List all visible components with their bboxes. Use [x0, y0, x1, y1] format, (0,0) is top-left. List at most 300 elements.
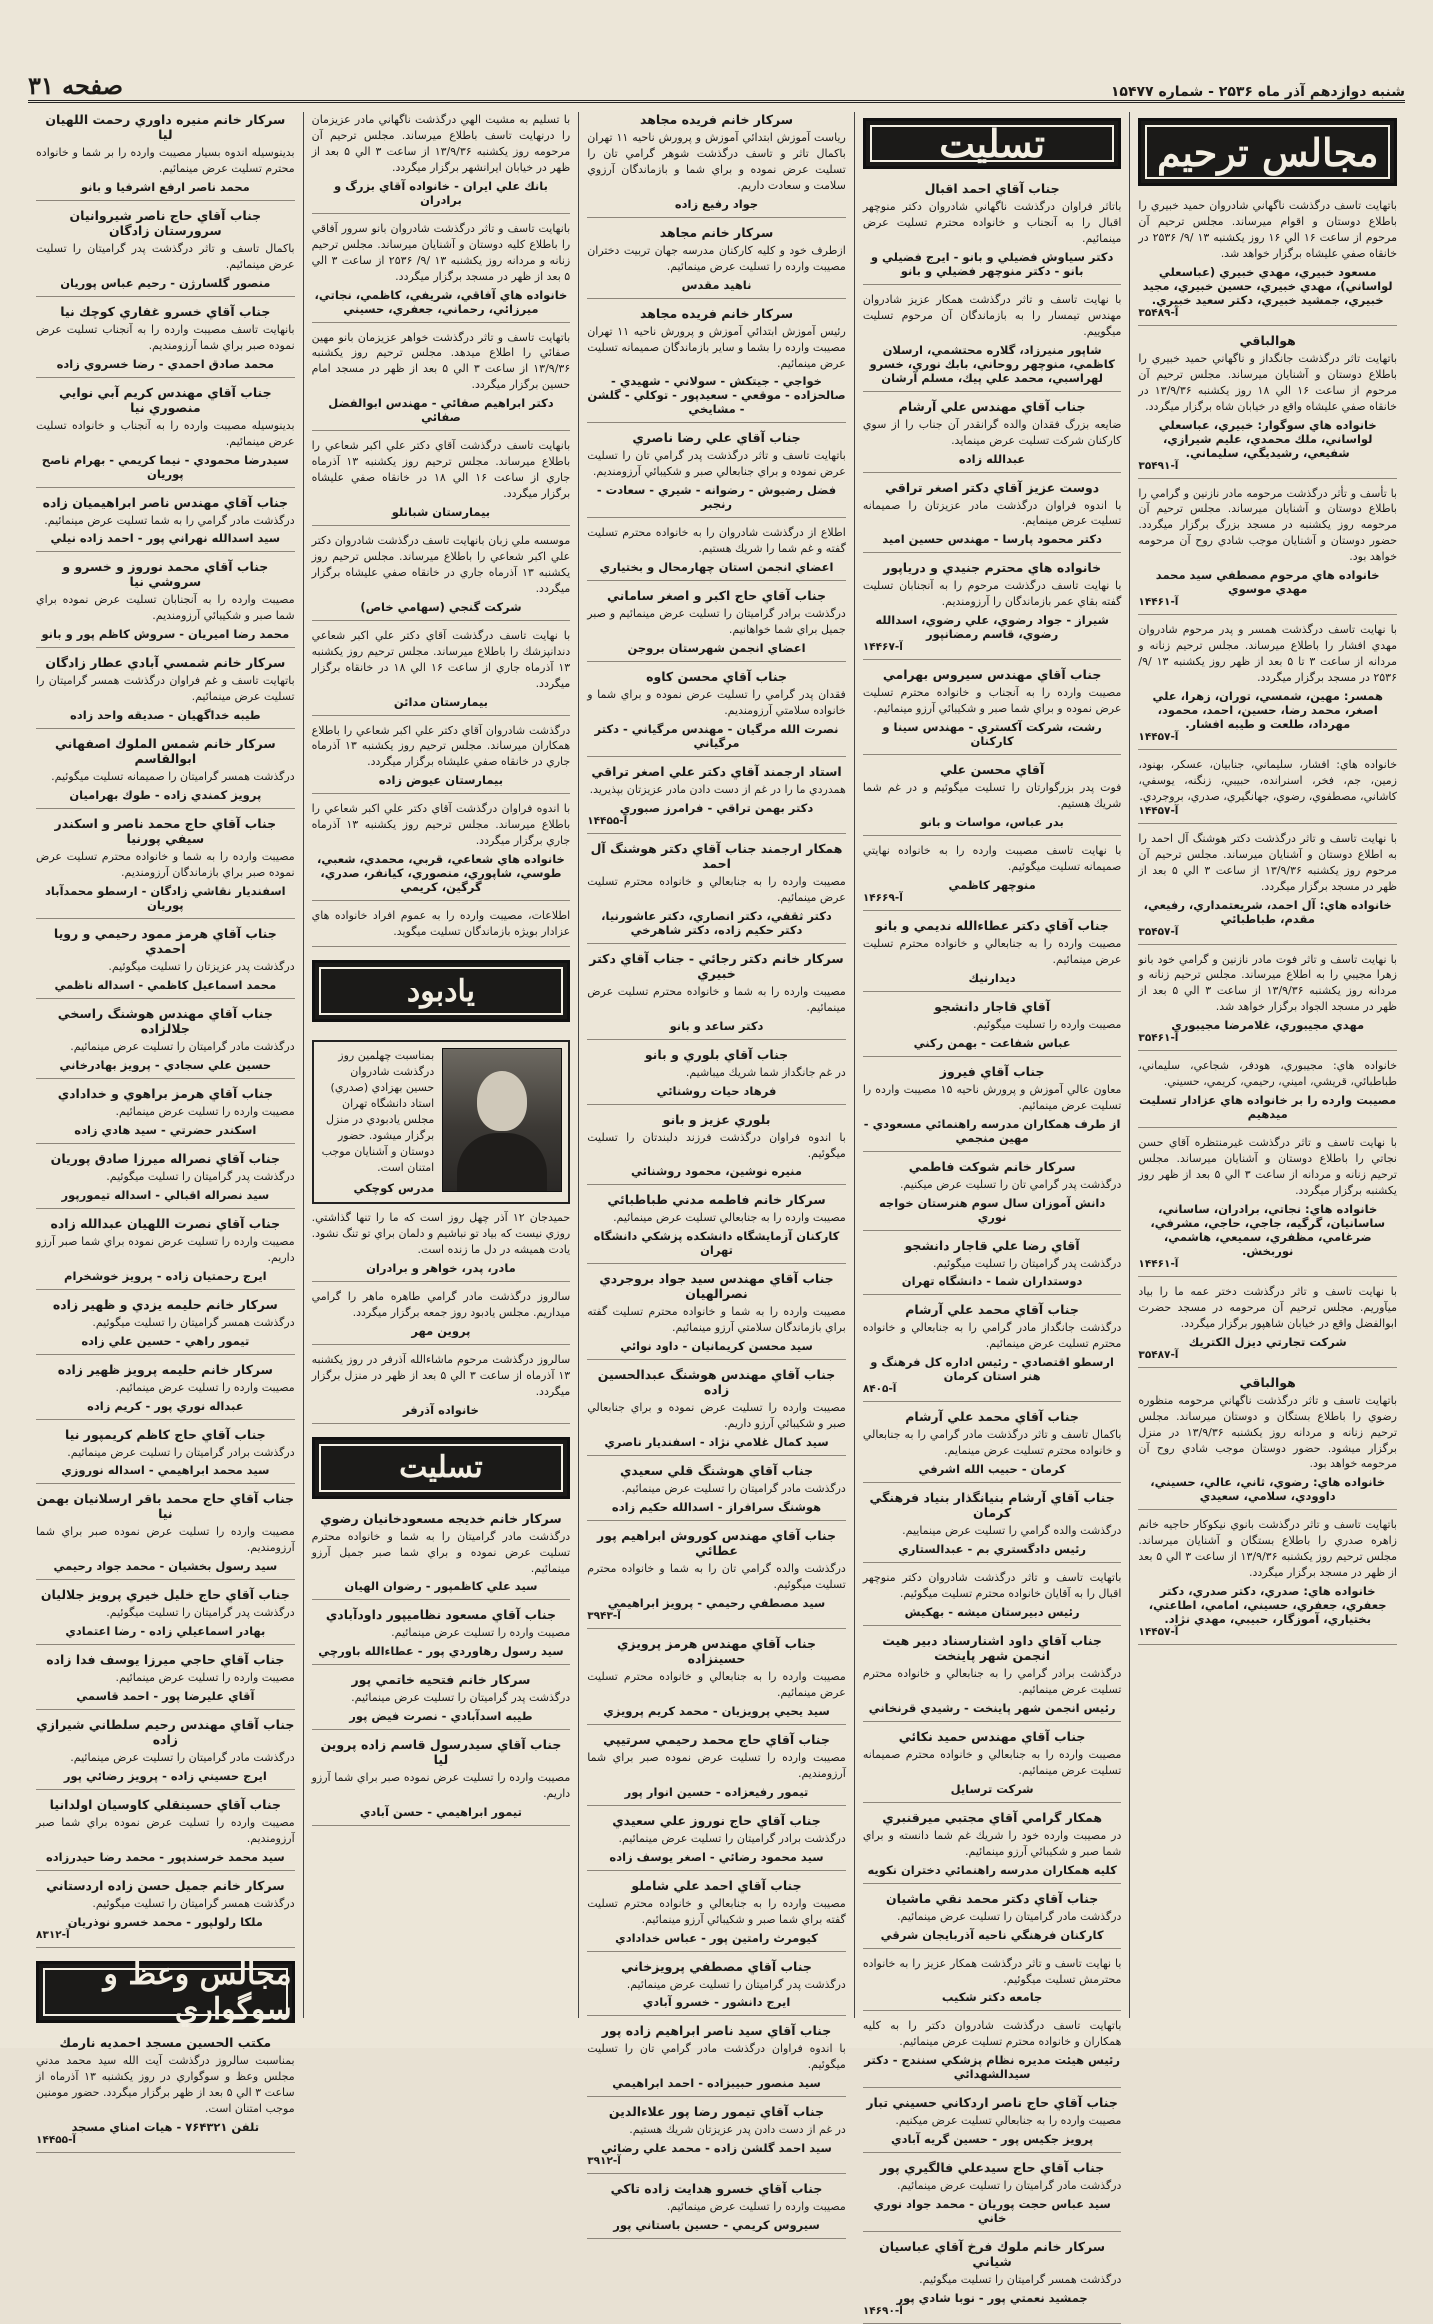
- notice-title: جناب آقاي مصطفي پرويزخاني: [621, 1958, 812, 1974]
- notice-body: درگذشت مادر گراميتان را تسليت عرض مينمائيم.: [70, 1039, 295, 1053]
- notice-title: هوالباقي: [1239, 332, 1296, 348]
- notice: [312, 1289, 571, 1345]
- notice: [587, 764, 846, 834]
- notice-signature: دكتر ثقفي، دكتر انصاري، دكتر عاشورنيا، دكتر حكيم زاده، دكتر شاهرخي: [601, 908, 832, 937]
- notice-body: با اندوه فراوان درگذشت فرزند دلبندتان را تسليت ميگوئيم.: [587, 1130, 846, 1160]
- notice: [587, 1192, 846, 1264]
- notice-code: آ-۱۴۴۵۷: [1138, 730, 1179, 743]
- notice: [863, 1490, 1122, 1563]
- notice-body: درگذشت والده گرامي را تسليت عرض مينماييم.: [902, 1524, 1122, 1538]
- notice: [312, 1352, 571, 1424]
- notice: [863, 1570, 1122, 1626]
- notice-body: بانهايت تاسف مصيبت وارده را به آنجناب تسليت عرض نموده صبر براي شما آرزومنديم.: [36, 322, 295, 352]
- notice-title: جناب آقاي حاج محمد رحيمي سرتيپي: [603, 1731, 830, 1747]
- notice: [863, 918, 1122, 992]
- section-banner-tasliat: تسليت: [863, 118, 1122, 169]
- notice-title: سركار خانم شوكت فاطمي: [908, 1158, 1076, 1174]
- notice: [36, 2035, 295, 2153]
- notice-title: سركار خانم حليمه پرويز ظهير زاده: [57, 1361, 273, 1377]
- notice-body: درگذشت برادر گراميتان را تسليت عرض مينمائيم.: [67, 1445, 295, 1459]
- notice-signature: كرمان - حبيب الله اشرفي: [918, 1462, 1066, 1477]
- notice-body: خانواده هاي: افشار، سليماني، جنابيان، عسكر، بهنود، زمين، جم، فخر، اسنرانده، حبيبي، زنگنه، يوسفي، كاشاني، مصطفوي، رضوي، جهانگيري، صدري، بروجردي.: [1138, 757, 1397, 803]
- notice-body: درگذشت مادر گراميتان را تسليت عرض مينمائيم.: [621, 1482, 846, 1496]
- notice-title: سركار خانم دكتر رجائي - جناب آقاي دكتر خبيري: [589, 950, 844, 981]
- notice-signature: سيد رسول رهاوردي پور - عطاءالله باورچي: [318, 1644, 564, 1659]
- notice-body: مصيبت وارده را تسليت عرض مينمائيم.: [115, 1104, 295, 1118]
- notice-title: جناب آقاي بلوري و بانو: [644, 1046, 789, 1062]
- notice-signature: ايرج دانشور - خسرو آبادي: [642, 1995, 791, 2010]
- notice: [587, 306, 846, 424]
- notice-title: جناب آقاي هرمز براهوي و خدادادي: [57, 1085, 273, 1101]
- notice-title: جناب آقاي دكتر محمد نقي ماشيان: [886, 1890, 1099, 1906]
- notice: [587, 1367, 846, 1456]
- notice: [36, 208, 295, 297]
- notice: [1138, 333, 1397, 479]
- notice: [863, 399, 1122, 473]
- notice: [587, 1878, 846, 1952]
- notice-signature: دكتر محمود پارسا - مهندس حسين اميد: [882, 532, 1102, 547]
- notice: [1138, 1135, 1397, 1277]
- notice-signature: شيراز - جواد رضوي، علي رضوي، اسدالله رضوي، قاسم رمضانپور: [875, 613, 1109, 642]
- notice: [36, 1652, 295, 1710]
- notice: [36, 385, 295, 488]
- notice-title: جناب آقاي مهندس رحيم سلطاني شيرازي زاده: [36, 1717, 295, 1748]
- notice-signature: بيمارستان مدائن: [393, 694, 489, 709]
- notice: [36, 1878, 295, 1948]
- notice: [587, 2023, 846, 2097]
- memorial-signature: مدرس كوچكي: [353, 1180, 435, 1195]
- notice-title: جناب آقاي علي رضا ناصري: [632, 430, 801, 446]
- notice-body: درگذشت برادر گرامي را به جنابعالي و خانواده محترم تسليت عرض مينمائيم.: [862, 1667, 1122, 1696]
- notice: [587, 225, 846, 299]
- notice-code: آ-۳۵۴۵۷: [1138, 925, 1179, 938]
- notice-title: سركار خانم فاطمه مدني طباطبائي: [607, 1192, 826, 1208]
- notice-title: جناب آقاي نصراله ميرزا صادق پوريان: [50, 1150, 280, 1166]
- notice-code: آ-۳۵۴۸۹: [1138, 306, 1179, 319]
- notice-body: باتهايت تاسف و تاثر درگذشت پدر گرامي تان را تسليت عرض نموده و براي جنابعالي صبر و شكيبائي آرزومنديم.: [587, 449, 846, 479]
- notice: [863, 1633, 1122, 1722]
- notice-signature: از طرف همكاران مدرسه راهنمائي مسعودي - مهين منجمي: [863, 1116, 1121, 1145]
- notice-signature: عباس شفاعت - بهمن ركني: [913, 1035, 1071, 1050]
- notice: [36, 1151, 295, 1209]
- notice-title: جناب آقاي هرمز ممود رحيمي و رويا احمدي: [53, 926, 277, 956]
- notice: [312, 438, 571, 526]
- memorial-photo-box: [312, 1040, 571, 1204]
- notice-body: درگذشت برادر گراميتان را تسليت عرض مينمائيم و صبر جميل براي شما خواهانيم.: [587, 607, 846, 637]
- notice-signature: خانواده هاي: نجاتي، برادران، ساساني، ساسانيان، گرگيه، جاجي، حاجي، مشرفي، ضرغامي، مظفري، سميعي، هاشمي، نوربخش.: [1150, 1201, 1386, 1258]
- notice-signature: بيمارستان شبانلو: [391, 505, 491, 519]
- notice-title: جناب آقاي حاج كاظم كريمپور نيا: [64, 1426, 266, 1442]
- notice: [312, 533, 571, 621]
- notice-title: جناب آقاي داود اشنارسناد دبير هيت انجمن شهر پاينخت: [882, 1633, 1102, 1663]
- notice-signature: جامعه دكتر شكيب: [941, 1990, 1043, 2005]
- memorial-text: [320, 1048, 435, 1196]
- notice-signature: جواد رفيع زاده: [674, 196, 759, 211]
- notice-signature: خواجي - جيتكش - سولاني - شهيدي - صالحزاده - موقعي - سعيدپور - توكلي - گلشن - مشايخي: [587, 374, 846, 417]
- notice-signature: شركت گنجي (سهامي خاص): [360, 599, 522, 614]
- notice: [863, 843, 1122, 911]
- notice-title: بلوري عزيز و بانو: [662, 1111, 771, 1127]
- notice-body: باتهايت تاسف و تاثر درگذشت بانوي نيكوكار حاجيه خانم زاهره صدري را باطلاع بستگان و آشنايان ميرساند. مجلس ترحيم روز يكشنبه ۱۳/۹/۳۶ از ساعت ۳ الي ۵ بعد از ظهر در مسجد برگزار ميگردد.: [1138, 1518, 1397, 1580]
- notice-body: در غم از دست دادن پدر عزيزتان شريك هستيم.: [629, 2123, 846, 2137]
- notice: [312, 801, 571, 901]
- notice-signature: عبدالله زاده: [958, 451, 1026, 466]
- notice-signature: ناهيد مقدس: [681, 277, 752, 292]
- notice-title: جناب آقاي نصرت اللهيان عبدالله زاده: [50, 1215, 281, 1231]
- notice-title: جناب آقاي مهندس ناصر ابراهيميان زاده: [42, 494, 289, 510]
- notice-title: همكار گرامي آقاي مجتبي ميرقنبري: [882, 1809, 1102, 1825]
- notice-body: مصيبت وارده را به جنابعالي و خانواده محترم تسليت عرض مينمائيم.: [587, 874, 846, 904]
- notice-body: درگذشت پدر گراميتان را تسليت ميگوئيم.: [106, 1606, 295, 1620]
- notice-code: آ-۸۳۱۲: [36, 1928, 70, 1941]
- notice: [587, 1528, 846, 1629]
- notice-signature: رئيس هيئت مديره نظام پزشكي سنندج - دكتر سيدالشهدائي: [864, 2053, 1120, 2082]
- notice-body: همدردي ما را در غم از دست دادن مادر عزيزتان بپذيريد.: [589, 782, 846, 796]
- notice: [36, 1587, 295, 1645]
- notice-body: بمناسبت سالروز درگذشت آيت الله سيد محمد مدني مجلس وعظ و سوگواري در روز يكشنبه ۱۳ آذرماه از ساعت ۳ الي ۵ بعد از ظهر برگزار ميگردد. حضور مومنين موجب امتنان است.: [36, 2053, 295, 2115]
- notice: [863, 181, 1122, 285]
- notice-signature: اعضاي انجمن شهرستان بروجن: [627, 641, 806, 656]
- notice-signature: هوشنگ سرافراز - اسدالله حكيم زاده: [611, 1500, 822, 1515]
- notice: [36, 1086, 295, 1144]
- notice: [312, 1737, 571, 1826]
- notice-code: آ-۱۴۴۶۷: [862, 641, 903, 654]
- notice-title: جناب آقاي مهندس سيد جواد بروجردي نصرالهيان: [599, 1271, 834, 1302]
- notice: [36, 1491, 295, 1580]
- notice-signature: جمشيد نعمتي پور - نوبا شادي پور: [896, 2291, 1088, 2306]
- page-number: صفحه ۳۱: [28, 71, 124, 100]
- column-2: [854, 112, 1130, 2318]
- notice-signature: بهادر اسماعيلي زاده - رضا اعتمادي: [65, 1624, 266, 1639]
- notice-body: مصيبت وارده را به جنابعالي تسليت عرض ميكنيم.: [895, 2114, 1122, 2128]
- notice-body: باتهايت تاسف درگذشت ناگهاني شادروان حميد خبيري را باطلاع دوستان و اقوام ميرساند. مجلس ترحيم آن مرحوم از ساعت ۱۶ الي ۱۶ روز يكشنبه ۱۳ /۹/ ۲۵۳۶ در خانقاه صفي عليشاه برگزار خواهد شد.: [1138, 199, 1398, 260]
- notice: [587, 1047, 846, 1105]
- notice-signature: سيد محمد خرسندپور - محمد رضا حيدرزاده: [45, 1850, 285, 1864]
- notice-signature: تيمور ابراهيمي - حسن آبادي: [359, 1805, 522, 1820]
- notice: [863, 1159, 1122, 1231]
- notice-body: درگذشت شادروان آقاي دكتر علي اكبر شعاعي را باطلاع همكاران ميرساند. مجلس ترحيم روز يكشنبه ۱۳ آذرماه جاري در خانقاه صفي عليشاه برگزار ميگردد.: [311, 723, 571, 769]
- notice-signature: محمد رضا اميريان - سروش كاظم پور و بانو: [41, 627, 290, 642]
- notice-signature: شركت تجارتي ديزل الكتريك: [1188, 1334, 1347, 1349]
- notice-body: درگذشت پدر گراميتان را تسليت عرض مينمائيم.: [351, 1691, 571, 1705]
- notice-code: آ-۳۹۱۲: [587, 2155, 621, 2168]
- notice: [36, 495, 295, 553]
- notice: [863, 2018, 1122, 2088]
- notice-signature: شركت ترسايل: [950, 1781, 1034, 1796]
- notice-signature: خانواده هاي مرحوم مصطفي سيد محمد مهدي موسوي: [1155, 568, 1380, 597]
- notice-title: جناب آقاي دكتر عطاءالله نديمي و بانو: [875, 917, 1109, 933]
- notice-title: جناب آقاي حاج اكبر و اصغر ساماني: [607, 588, 826, 604]
- notice-signature: دكتر ساعد و بانو: [669, 1018, 764, 1033]
- notice-body: فقدان پدر گرامي را تسليت عرض نموده و براي شما و خانواده سلامتي آرزومنديم.: [587, 688, 846, 717]
- notice: [36, 1427, 295, 1485]
- notice-signature: رئيس انجمن شهر پاينخت - رشيدي قرنخاني: [868, 1700, 1116, 1715]
- notice: [36, 816, 295, 919]
- notice-title: جناب آقاي احمد اقبال: [924, 181, 1060, 196]
- memorial-body: بمناسبت چهلمين روز درگذشت شادروان حسين بهزادي (صدري) استاد دانشگاه تهران مجلس يادبودي در منزل برگزار ميشود. حضور دوستان و آشنايان موجب امتنان است.: [321, 1049, 435, 1174]
- notice-signature: آقاي عليرضا پور - احمد قاسمي: [76, 1689, 255, 1704]
- notice-code: آ-۱۴۶۹۰: [862, 2305, 903, 2318]
- notice-body: مصيبت وارده را تسليت عرض نموده صبر براي شما آرزومنديم.: [587, 1750, 846, 1780]
- notice-signature: طيبه خداگهيان - صديقه واحد زاده: [70, 708, 261, 723]
- columns: [28, 112, 1405, 2318]
- notice: [36, 926, 295, 999]
- notice-code: آ-۱۴۴۵۷: [1138, 1626, 1179, 1639]
- notice: [1138, 1058, 1397, 1128]
- notice-body: در مصيبت وارده خود را شريك غم شما دانسته و براي شما صبر و شكيبائي آرزو مينمائيم.: [862, 1828, 1122, 1858]
- notice: [863, 2160, 1122, 2232]
- notice-title: جناب آقاي مهندس كوروش ابراهيم پور عطائي: [597, 1528, 836, 1559]
- notice-signature: دكتر بهمن تراقي - فرامرز صبوري: [619, 800, 814, 815]
- notice-body: با اندوه فراوان درگذشت مادر گرامي تان را تسليت ميگوئيم.: [587, 2042, 846, 2072]
- notice-body: باتهايت تاسف و تاثر درگذشت ناگهاني مرحومه منظوره رضوي را باطلاع بستگان و دوستان ميرساند. مجلس ترحيم زنانه و مردانه روز يكشنبه ۱۳/۹/۳۶ در منزل برگزار ميشود. حضور دوستان موجب شادي روح آن مرحومه خواهد بود.: [1138, 1393, 1397, 1471]
- notice-body: درگذشت مادر گرامي را به شما تسليت عرض مينمائيم.: [44, 513, 295, 527]
- notice-signature: كاركنان آزمايشگاه دانشكده پزشكي دانشگاه تهران: [593, 1229, 840, 1258]
- notice-title: جناب آقاي مهندس هرمز پرويزي حسينزاده: [616, 1635, 817, 1666]
- notice-signature: دانش آموزان سال سوم هنرستان خواجه نوري: [878, 1195, 1106, 1224]
- notice: [863, 2239, 1122, 2324]
- notice: [587, 112, 846, 218]
- notice: [863, 1238, 1122, 1296]
- notice: [312, 330, 571, 432]
- notice: [1138, 1517, 1397, 1645]
- notice-body: حميدجان ۱۲ آذر چهل روز است كه ما را تنها گذاشتي. روزي نيست كه بياد تو نباشيم و دلمان براي تو تنگ نشود. يادت هميشه در دل ما زنده است.: [311, 1211, 571, 1257]
- notice-body: مصيبت وارده را تسليت عرض نموده براي شما صبر آرزومنديم.: [36, 1816, 295, 1846]
- notice-title: جناب آقاي خسرو غفاري كوچك نيا: [60, 303, 271, 319]
- notice-body: مصيبت وارده را تسليت عرض مينمائيم.: [115, 1380, 295, 1394]
- notice-signature: اسكندر حضرتي - سيد هادي زاده: [74, 1122, 257, 1137]
- notice-body: درگذشت همسر گراميتان را تسليت ميگوئيم.: [919, 2273, 1122, 2287]
- notice-body: اطلاع از درگذشت شادروان را به خانواده محترم تسليت گفته و غم شما را شريك هستيم.: [587, 526, 846, 556]
- notice-title: همكار ارجمند جناب آقاي دكتر هوشنگ آل احمد: [590, 840, 843, 871]
- notice: [863, 667, 1122, 755]
- notice-signature: بانك علي ايران - خانواده آقاي بزرگ و برادران: [333, 178, 548, 207]
- notice-body: مصيبت وارده را تسليت عرض نموده براي شما صبر آرزو داريم.: [36, 1234, 295, 1264]
- notice-body: درگذشت همسر گراميتان را صميمانه تسليت ميگوئيم.: [51, 770, 295, 784]
- notice-signature: خانواده هاي شعاعي، قربي، محمدي، شعبي، طوسي، شاپوري، منصوري، كيانفر، صدري، گرگين، كريمي: [317, 852, 565, 895]
- notice: [587, 2181, 846, 2239]
- notice: [36, 736, 295, 809]
- notice-title: جناب آقاي حسينقلي كاوسيان اولدانيا: [49, 1797, 281, 1813]
- notice-signature: كيومرث رامتين پور - عباس خدادادي: [615, 1930, 818, 1945]
- notice-title: جناب آقاي مهندس هوشنگ عبدالحسين زاده: [597, 1367, 836, 1398]
- notice-body: درگذشت پدر گراميتان را تسليت عرض مينمائيم.: [626, 1977, 846, 1991]
- notice-body: با نهايت تاسف درگذشت آقاي دكتر علي اكبر شعاعي دندانپزشك را باطلاع ميرساند. مجلس ترحيم روز يكشنبه ۱۳ آذرماه جاري از ساعت ۱۶ الي ۱۸ در خانقاه برگزار ميگردد.: [311, 628, 571, 690]
- notice: [36, 655, 295, 729]
- notice-signature: بيمارستان عيوض زاده: [378, 773, 504, 788]
- notice-title: جناب آقاي سيدرسول قاسم زاده پروين ليا: [320, 1737, 562, 1768]
- section-banner-majales: مجالس ترحيم: [1138, 118, 1397, 186]
- notice-signature: ارسطو اقتصادي - رئيس اداره كل فرهنگ و هنر استان كرمان: [870, 1355, 1114, 1384]
- notice-signature: تيمور راهي - حسين علي زاده: [81, 1333, 250, 1348]
- notice-title: سركار خانم شمس الملوك اصفهاني ابوالقاسم: [55, 736, 276, 767]
- notice-body: درگذشت پدر گراميتان را تسليت ميگوئيم.: [106, 1169, 295, 1183]
- notice-title: جناب آقاي حاج نوروز علي سعيدي: [612, 1812, 821, 1828]
- notice: [312, 1607, 571, 1665]
- notice-title: جناب آقاي مهندس علي آرشام: [898, 398, 1086, 414]
- notice-signature: مسعود خبيري، مهدي خبيري (عباسعلي لواساني)، مهدي خبيري، حسين خبيري، مجيد خبيري، جمشيد خبيري، دكتر سعيد خبيري.: [1142, 264, 1393, 307]
- notice-body: مصيبت وارده را به جنابعالي و خانواده محترم تسليت گفته براي شما صبر و شكيبائي آرزو مينمائيم.: [587, 1896, 846, 1926]
- notice-signature: محمد صادق احمدي - رضا خسروي زاده: [56, 356, 275, 371]
- notice-title: سركار خانم فريده مجاهد: [639, 305, 794, 321]
- notice-signature: سيد محسن كريمانيان - داود نوائي: [620, 1339, 813, 1354]
- notice-code: آ-۳۹۴۳: [587, 1609, 621, 1622]
- portrait-photo: [442, 1048, 562, 1192]
- notice-signature: محمد ناصر ارفع اشرفيا و بانو: [80, 179, 250, 194]
- notice-title: سركار خانم شمسي آبادي عطار زادگان: [45, 655, 286, 671]
- notice-body: با اندوه فراوان درگذشت مادر عزيزتان را صميمانه تسليت عرض مينمايم.: [862, 498, 1122, 528]
- notice-signature: ديدارنيك: [968, 970, 1016, 985]
- notice-title: آقاي قاجار دانشجو: [934, 998, 1051, 1014]
- notice-body: اطلاعات، مصيبت وارده را به عموم افراد خانواده هاي عزادار بويژه بازماندگان تسليت ميگويد.: [311, 909, 571, 939]
- notice: [1138, 622, 1397, 750]
- notice-title: جناب آقاي محمد علي آرشام: [905, 1302, 1079, 1318]
- notice-body: مصيبت وارده را تسليت عرض نموده صبر براي شما آرزو داريم.: [311, 1771, 571, 1801]
- notice-signature: سيد منصور حبيبزاده - احمد ابراهيمي: [612, 2076, 821, 2091]
- notice-body: درگذشت همسر گراميتان را تسليت ميگوئيم.: [92, 1315, 295, 1329]
- notice: [587, 1959, 846, 2017]
- section-banner-yadbood: يادبود: [312, 960, 571, 1022]
- notice-body: درگذشت برادر گراميتان را تسليت عرض مينمائيم.: [618, 1831, 846, 1845]
- notice-title: جناب آقاي حاج ناصر شيروانيان سرورستان زادگان: [69, 207, 262, 238]
- notice-body: باكمال تاسف و تاثر درگذشت پدر گراميتان را تسليت عرض مينمائيم.: [36, 241, 295, 271]
- notice-body: درگذشت مادر گراميتان را تسليت عرض مينمائيم.: [897, 1909, 1122, 1923]
- notice: [863, 1302, 1122, 1402]
- notice-body: با تأسف و تأثر درگذشت مرحومه مادر نازنين و گرامي را باطلاع دوستان و آشنايان ميرساند. مجلس ترحيم آن مرحومه روز يكشنبه در مسجد بزرگ برگزار ميگردد. حضور دوستان و آشنايان موجب شادي روح آن مرحومه خواهد بود.: [1138, 486, 1397, 564]
- notice-title: سركار خانم ملوك فرخ آقاي عباسيان شياني: [879, 2239, 1106, 2270]
- notice: [863, 1064, 1122, 1152]
- notice: [863, 292, 1122, 392]
- notice-title: خانواده هاي محترم جنيدي و درياپور: [883, 560, 1102, 576]
- notice-body: باكمال تاسف و تاثر درگذشت مادر گرامي را به جنابعالي و خانواده محترم تسليت عرض مينمايم.: [862, 1428, 1122, 1458]
- notice: [36, 559, 295, 648]
- notice-signature: سيد محمد ابراهيمي - اسداله نوروزي: [61, 1463, 270, 1478]
- notice-body: سالروز درگذشت مرحوم ماشاءالله آذرفر در روز يكشنبه ۱۳ آذرماه از ساعت ۳ الي ۵ بعد از ظهر در منزل برگزار ميگردد.: [311, 1352, 571, 1398]
- notice-body: با نهايت تاسف و تاثر درگذشت همكار عزيز را به خانواده محترمش تسليت ميگوئيم.: [862, 1956, 1122, 1986]
- notice-title: جناب آقاي مهندس هوشنگ راسخي جلالزاده: [57, 1005, 273, 1036]
- notice-title: جناب آقاي محمد نوروز و خسرو و سروشي نيا: [62, 559, 269, 590]
- notice: [587, 1813, 846, 1871]
- notice: [312, 723, 571, 795]
- notice-body: درگذشت همسر گراميتان را تسليت ميگوئيم.: [92, 1897, 295, 1910]
- notice-signature: اسفنديار نقاشي زادگان - ارسطو محمدآباد پوريان: [45, 884, 286, 912]
- notice: [587, 1271, 846, 1360]
- notice-title: جناب آقاي حاجي ميرزا يوسف فدا زاده: [46, 1652, 285, 1668]
- notice: [587, 951, 846, 1040]
- notice-code: آ-۳۵۴۸۷: [1138, 1348, 1179, 1361]
- notice-signature: سيدرضا محمودي - نيما كريمي - بهرام ناصح پوريان: [41, 452, 289, 481]
- notice-body: مصيبت وارده را تسليت عرض مينمائيم.: [391, 1626, 571, 1640]
- notice: [863, 1891, 1122, 1949]
- notice: [36, 112, 295, 201]
- notice-title: سركار خانم فريده مجاهد: [639, 112, 794, 127]
- notice-title: جناب آقاي محسن كاوه: [646, 669, 787, 685]
- notice-signature: اعضاي انجمن استان چهارمحال و بختياري: [599, 560, 834, 575]
- notice-body: با نهايت تاسف و تاثر درگذشت همكار عزيز شادروان مهندس تيمسار را به بازماندگان آن مرحوم تسليت ميگوييم.: [862, 292, 1122, 338]
- notice-signature: حسين علي سجادي - پرويز بهادرخاني: [59, 1057, 272, 1072]
- notice-body: باتهايت تاسف درگذشت شادروان دكتر را به كليه همكاران و خانواده محترم تسليت عرض مينمائيم.: [862, 2019, 1122, 2049]
- notice-signature: ايرج رحمتيان زاده - پرويز خوشخرام: [64, 1268, 267, 1283]
- notice: [312, 112, 571, 214]
- notice-signature: خانواده هاي آفاقي، شريفي، كاظمي، نجاتي، ميرزائي، رحماني، جعفري، حسيني: [314, 287, 568, 316]
- notice-body: با نهايت تاسف و تاثر درگذشت دختر عمه ما را بياد ميآوريم. مجلس ترحيم آن مرحومه در مسجد حضرت ابوالفضل واقع در خيابان شاهپور برگزار ميگردد.: [1138, 1284, 1397, 1330]
- notice-signature: سيد اسدالله نهراني پور - احمد زاده نيلي: [50, 531, 281, 546]
- notice: [36, 1717, 295, 1790]
- notice-title: دوست عزيز آقاي دكتر اصغر تراقي: [885, 479, 1100, 495]
- notice-signature: نصرت الله مرگيان - مهندس مرگياني - دكتر مرگياني: [594, 721, 839, 750]
- notice-signature: بدر عباس، مواسات و بانو: [920, 815, 1064, 829]
- notice-signature: پروين مهر: [411, 1323, 471, 1338]
- notice-code: آ-۱۴۶۶۹: [862, 891, 903, 904]
- section-banner-vaz: مجالس وعظ و سوگواري: [36, 1961, 295, 2023]
- notice-title: هوالباقي: [1239, 1374, 1296, 1390]
- notice: [587, 2104, 846, 2174]
- column-3: [578, 112, 854, 2233]
- notice-signature: خانواده هاي سوگوار: خبيري، عباسعلي لواساني، ملك محمدي، عليم شيرازي، شفيعي، رشيديگي، سليماني.: [1158, 417, 1377, 460]
- notice-title: جناب آقاي محمد علي آرشام: [905, 1409, 1079, 1425]
- notice-signature: دوستداران شما - دانشگاه تهران: [901, 1274, 1083, 1289]
- dateline: شنبه دوازدهم آذر ماه ۲۵۳۶ - شماره ۱۵۴۷۷: [1110, 84, 1405, 100]
- column-4: [303, 112, 579, 2018]
- notice-signature: طيبه اسدآبادي - نصرت فيض پور: [349, 1709, 533, 1724]
- notice-body: درگذشت مادر گراميتان را به شما و خانواده محترم تسليت عرض نموده و براي شما صبر جميل آرزو مينمائيم.: [311, 1529, 571, 1575]
- notice-code: آ-۱۴۴۶۱: [1138, 1257, 1179, 1270]
- notice-body: مصيبت وارده را تسليت عرض نموده صبر براي شما آرزومنديم.: [36, 1525, 295, 1555]
- notice-code: آ-۳۵۴۹۱: [1138, 459, 1179, 472]
- notice-body: با نهايت تاسف مصيبت وارده را به خانواده نهايتي صميمانه تسليت ميگوئيم.: [862, 844, 1122, 873]
- notice-signature: منوچهر كاظمي: [948, 877, 1036, 892]
- notice: [863, 1729, 1122, 1803]
- notice-body: باتهايت تاثر درگذشت جانگداز و ناگهاني حميد خبيري را باطلاع دوستان و آشنايان ميرساند. مجلس ترحيم آن مرحوم از ساعت ۱۶ الي ۱۸ روز يكشنبه ۱۳/۹/۳۶ در خانقاه صفي عليشاه واقع در خيابان شاه برگزار ميگردد.: [1138, 351, 1397, 413]
- notice-title: جناب آقاي سيد ناصر ابراهيم زاده پور: [601, 2023, 832, 2039]
- notice-title: جناب آقاي خسرو هدايت زاده تاكي: [610, 2181, 823, 2197]
- notice-body: درگذشت پدر عزيزتان را تسليت ميگوئيم.: [108, 960, 295, 973]
- notice-signature: سيد نصراله اقبالي - اسداله تيمورپور: [61, 1187, 270, 1202]
- notice-signature: پرويز جكيس پور - حسين گريه آبادي: [891, 2132, 1094, 2147]
- notice: [863, 1409, 1122, 1483]
- notice-title: جناب آقاي حاج محمد باقر ارسلانيان بهمن نيا: [36, 1491, 295, 1522]
- notice-body: فوت پدر بزرگوارتان را تسليت ميگوئيم و در غم شما شريك هستيم.: [862, 781, 1122, 811]
- notice-signature: ايرج حسيني زاده - پرويز رضائي پور: [63, 1769, 267, 1784]
- notice-signature: سيد كمال غلامي نژاد - اسفنديار ناصري: [604, 1435, 829, 1450]
- notice-body: رياست آموزش ابتدائي آموزش و پرورش ناحيه ۱۱ تهران باكمال تاثر و تاسف درگذشت شوهر گرامي تان را تسليت عرض نموده و براي شما و بازماندگان آرزوي سلامت و سعادت داريم.: [587, 131, 846, 192]
- notice: [587, 1732, 846, 1806]
- notice: [587, 669, 846, 757]
- notice-body: بانهايت تاسف درگذشت آقاي دكتر علي اكبر شعاعي را باطلاع ميرساند. مجلس ترحيم روز يكشنبه ۱۳ آذرماه جاري از ساعت ۱۶ الي ۱۸ در خانقاه صفي عليشاه برگزار ميگردد.: [311, 439, 571, 501]
- column-5: [28, 112, 303, 2146]
- notice: [312, 1511, 571, 1601]
- notice-title: آقاي محسن علي: [939, 762, 1045, 778]
- notice-body: بدينوسيله مصيبت وارده را به آنجناب و خانواده تسليت عرض مينمائيم.: [36, 418, 295, 448]
- notice-body: درگذشت مادر گراميتان را تسليت عرض مينمائيم.: [70, 1751, 295, 1765]
- notice-code: آ-۱۴۴۵۷: [1138, 804, 1179, 817]
- notice-body: باتهايت تاسف و تاثر درگذشت خواهر عزيزمان بانو مهين صفائي را اطلاع ميدهد. مجلس ترحيم روز يكشنبه ۱۳/۹/۳۶ از ساعت ۳ الي ۵ بعد از ظهر در مسجد امام حسين برگزار ميگردد.: [311, 330, 571, 392]
- notice: [587, 841, 846, 944]
- notice-body: درگذشت جانگداز مادر گرامي را به جنابعالي و خانواده محترم تسليت عرض مينمائيم.: [862, 1321, 1122, 1351]
- notice-signature: سيد محمود رضائي - اصغر يوسف زاده: [609, 1849, 824, 1864]
- notice: [312, 628, 571, 716]
- notice-signature: خانواده هاي: آل احمد، شريعتمداري، رفيعي، مقدم، طباطبائي: [1143, 897, 1392, 926]
- notice-title: مكتب الحسين مسجد احمديه نارمك: [59, 2034, 272, 2050]
- notice-title: سركار خانم جميل حسن زاده اردستاني: [46, 1878, 285, 1893]
- notice-signature: كليه همكاران مدرسه راهنمائي دختران نكويه: [867, 1862, 1117, 1877]
- notice-body: مصيبت وارده را تسليت عرض نموده و براي جنابعالي صبر و شكيبائي آرزو داريم.: [587, 1401, 846, 1431]
- notice: [36, 1006, 295, 1079]
- notice-body: مصيبت وارده را به آنجنابان تسليت عرض نموده براي شما صبر و شكيبائي آرزومنديم.: [36, 593, 295, 623]
- notice-code: آ-۱۴۴۶۱: [1138, 596, 1179, 609]
- notice-signature: پرويز كمندي زاده - طوك بهراميان: [69, 788, 262, 803]
- notice-body: خانواده هاي: مجيبوري، هودفر، شجاعي، سليماني، طباطبائي، قريشي، اميني، رحيمي، كريمي، حسيني.: [1138, 1059, 1397, 1089]
